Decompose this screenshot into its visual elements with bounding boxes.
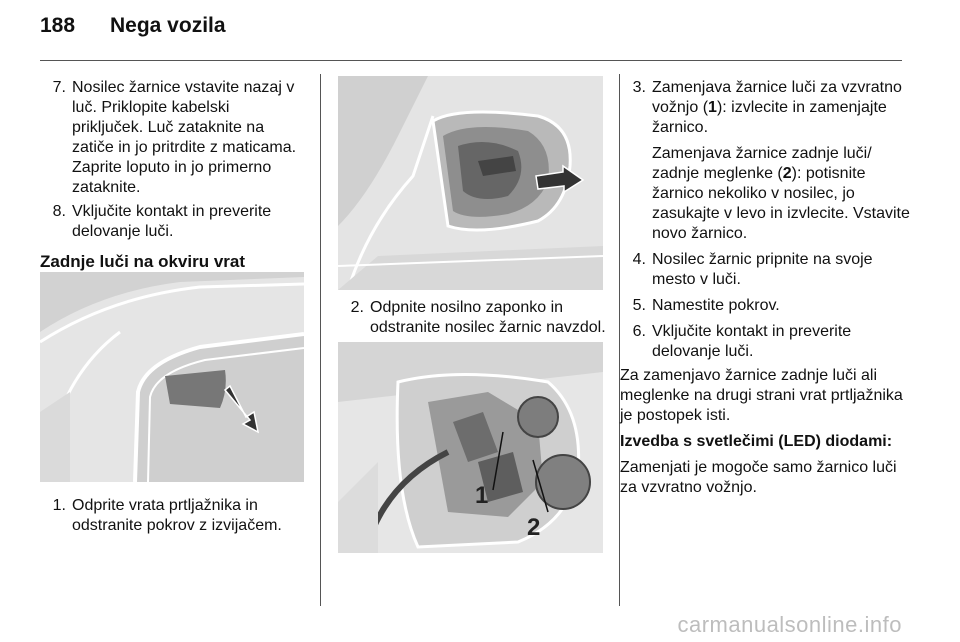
- step-3-sub-post: ): potisnite žarnico nekoliko v nosilec, jo zasukajte v levo in izvlecite. Vstavite novo žarnico.: [652, 165, 910, 242]
- page-number: 188: [40, 14, 76, 37]
- step-text: Nosilec žarnice vstavite nazaj v luč. Priklopite kabelski priključek. Luč zataknite na zatiče in jo pritrdite z maticama. Zaprite loputo in jo primerno zataknite.: [72, 79, 297, 196]
- step-number: 8.: [52, 203, 66, 220]
- step-text: Vključite kontakt in preverite delovanje luči.: [652, 323, 852, 360]
- step-3: [620, 78, 910, 138]
- paragraph-led-note: Zamenjati je mogoče samo žarnico luči za vzvratno vožnjo.: [620, 459, 897, 496]
- step-number: 3.: [632, 79, 646, 96]
- paragraph-other-side: Za zamenjavo žarnice zadnje luči ali meglenke na drugi strani vrat prtljažnika je postopek isti.: [620, 367, 903, 424]
- column-1-bottom: [40, 496, 304, 536]
- step-text: Nosilec žarnic pripnite na svoje mesto v luči.: [652, 251, 873, 288]
- paragraph-led-heading: Izvedba s svetlečimi (LED) diodami:: [620, 433, 893, 450]
- step-text: Vključite kontakt in preverite delovanje luči.: [72, 203, 272, 240]
- step-8: [40, 202, 304, 242]
- step-text: Odpnite nosilno zaponko in odstranite nosilec žarnic navzdol.: [370, 299, 606, 336]
- step-3-sub: [620, 144, 910, 244]
- reference-2: 2: [782, 165, 792, 182]
- light-housing-illustration: [338, 76, 603, 290]
- step-text: Namestite pokrov.: [652, 297, 780, 314]
- step-3-sub-pre: Zamenjava žarnice zadnje luči/ zadnje meglenke (: [652, 145, 872, 182]
- step-number: 5.: [632, 297, 646, 314]
- section-heading: Zadnje luči na okviru vrat: [40, 252, 246, 271]
- step-4: [620, 250, 910, 290]
- reference-1: 1: [708, 99, 717, 116]
- step-3-text-pre: Zamenjava žarnice luči za vzvratno vožnjo (: [652, 79, 902, 116]
- step-number: 2.: [350, 299, 364, 316]
- column-1: [40, 78, 304, 292]
- step-5: [620, 296, 910, 316]
- page-title: Nega vozila: [110, 14, 226, 37]
- header-divider: [40, 60, 902, 61]
- step-number: 4.: [632, 251, 646, 268]
- step-number: 7.: [52, 79, 66, 96]
- step-2: [338, 298, 608, 338]
- watermark: carmanualsonline.info: [677, 612, 902, 637]
- step-text: [652, 78, 910, 138]
- step-number: 1.: [52, 497, 66, 514]
- column-3: [620, 78, 910, 498]
- step-text: Odprite vrata prtljažnika in odstranite pokrov z izvijačem.: [72, 497, 282, 534]
- step-3-text-post: ): izvlecite in zamenjajte žarnico.: [652, 99, 887, 136]
- callout-label-1: 1: [475, 482, 489, 509]
- step-6: [620, 322, 910, 362]
- column-divider-left: [320, 74, 321, 606]
- bulb-holder-illustration: [338, 342, 603, 553]
- callout-label-2: 2: [527, 514, 541, 541]
- step-number: 6.: [632, 323, 646, 340]
- column-2-text: [338, 298, 608, 338]
- step-1: [40, 496, 304, 536]
- tailgate-illustration: [40, 272, 304, 482]
- page-header: [40, 14, 226, 38]
- step-7: [40, 78, 304, 198]
